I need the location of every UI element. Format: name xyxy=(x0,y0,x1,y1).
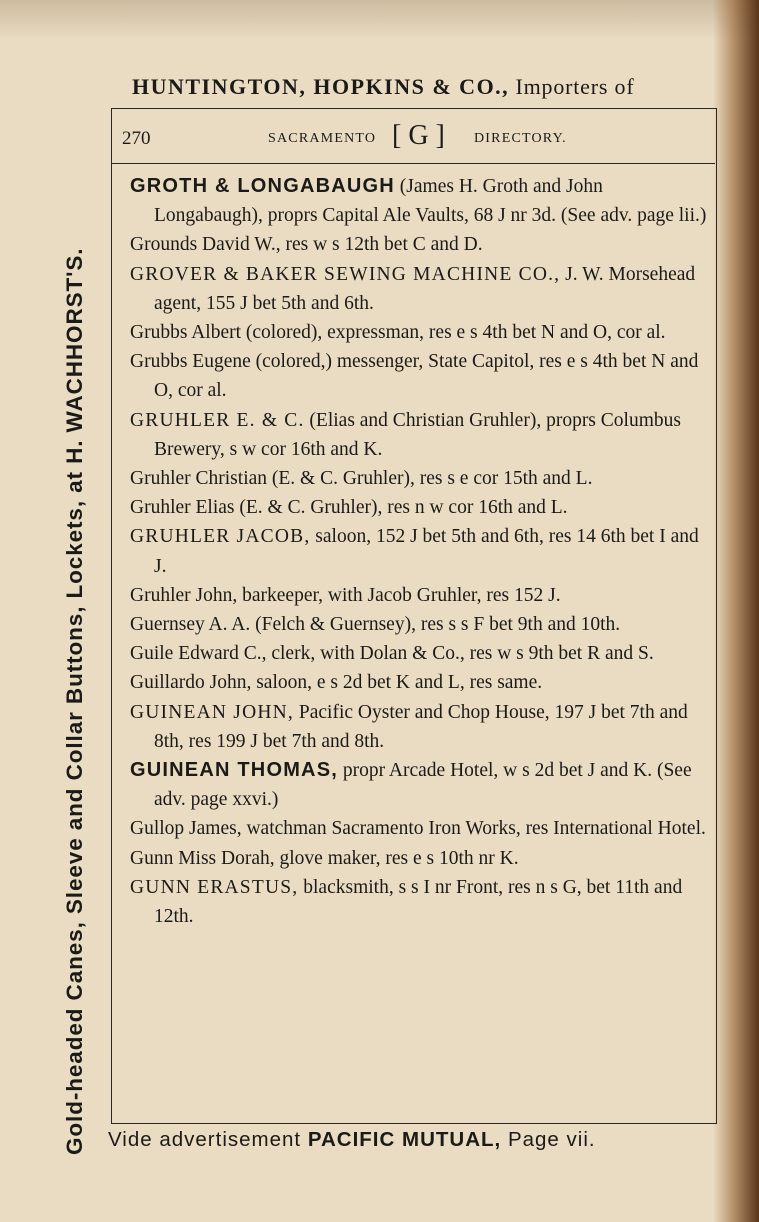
entry-name: Guillardo John, xyxy=(130,672,252,694)
entry-name: Grounds David W., xyxy=(130,234,281,256)
entry-name: Gunn Miss Dorah, xyxy=(130,847,275,869)
entry-details: watchman Sacramento Iron Works, res International Hotel. xyxy=(241,818,706,840)
entry-details: (Felch & Guernsey), res s s F bet 9th and 10th. xyxy=(250,614,621,636)
entry-name: Grubbs Eugene xyxy=(130,351,251,373)
directory-entry xyxy=(130,260,715,318)
page-top-shadow xyxy=(0,0,759,40)
directory-entry xyxy=(130,610,715,639)
side-advert: Gold-headed Canes, Sleeve and Collar Buttons, Lockets, at H. WACHHORST'S. xyxy=(62,247,87,1155)
entry-name: GUINEAN THOMAS, xyxy=(130,759,338,782)
directory-entry xyxy=(130,318,715,347)
entry-name: GRUHLER E. & C. xyxy=(130,409,305,431)
page-binding-edge xyxy=(713,0,759,1222)
entry-details: res w s 12th bet C and D. xyxy=(280,234,483,256)
entry-details: barkeeper, with Jacob Gruhler, res 152 J. xyxy=(237,584,561,606)
entry-name: Gruhler Christian xyxy=(130,468,268,490)
entry-details: (colored), expressman, res e s 4th bet N and O, cor al. xyxy=(241,322,666,344)
entry-name: GUINEAN JOHN, xyxy=(130,701,295,723)
entry-details: blacksmith, s s I nr Front, res n s G, bet 11th and 12th. xyxy=(154,876,683,928)
entry-name: Gullop James, xyxy=(130,818,242,840)
entry-details: Pacific Oyster and Chop House, 197 J bet 7th and 8th, res 199 J bet 7th and 8th. xyxy=(154,701,688,752)
entry-name: GRUHLER JACOB, xyxy=(130,526,311,548)
entry-name: Guile Edward C., xyxy=(130,643,267,665)
entry-name: Gruhler John, xyxy=(130,584,238,606)
directory-entry xyxy=(130,522,715,580)
footer-advert xyxy=(108,1128,708,1152)
entry-details: saloon, e s 2d bet K and L, res same. xyxy=(251,672,543,694)
entry-details: (colored,) messenger, State Capitol, res e s 4th bet N and O, cor al. xyxy=(154,351,699,402)
directory-entry xyxy=(130,347,715,405)
directory-entry xyxy=(130,698,715,756)
directory-entry xyxy=(130,464,715,493)
header-tail: Importers of xyxy=(515,74,635,99)
directory-entry xyxy=(130,639,715,668)
directory-entry xyxy=(130,493,715,522)
footer-prefix: Vide advertisement xyxy=(108,1128,302,1151)
entry-name: Grubbs Albert xyxy=(130,322,242,344)
directory-entries xyxy=(130,172,715,931)
footer-company: PACIFIC MUTUAL, xyxy=(307,1128,502,1151)
running-head xyxy=(122,118,702,158)
directory-entry xyxy=(130,873,715,931)
running-head-title: DIRECTORY. xyxy=(474,131,567,146)
directory-entry xyxy=(130,172,715,230)
entry-details: (Elias and Christian Gruhler), proprs Columbus Brewery, s w cor 16th and K. xyxy=(154,409,681,460)
head-rule xyxy=(111,163,715,164)
directory-entry xyxy=(130,756,715,814)
running-head-city: SACRAMENTO xyxy=(268,131,377,146)
entry-details: propr Arcade Hotel, w s 2d bet J and K. (See adv. page xxvi.) xyxy=(154,760,692,811)
entry-details: (James H. Groth and John Longabaugh), proprs Capital Ale Vaults, 68 J nr 3d. (See adv. page lii.) xyxy=(154,176,707,227)
entry-name: GROVER & BAKER SEWING MACHINE CO., xyxy=(130,263,561,285)
entry-details: saloon, 152 J bet 5th and 6th, res 14 6th bet I and J. xyxy=(154,526,699,577)
directory-entry xyxy=(130,230,715,259)
entry-name: Guernsey A. A. xyxy=(130,614,251,636)
entry-details: glove maker, res e s 10th nr K. xyxy=(274,847,519,869)
footer-suffix: Page vii. xyxy=(507,1128,596,1151)
directory-entry xyxy=(130,406,715,464)
entry-name: Gruhler Elias xyxy=(130,497,235,519)
entry-name: GUNN ERASTUS, xyxy=(130,876,299,898)
entry-details: (E. & C. Gruhler), res s e cor 15th and L. xyxy=(267,468,593,490)
entry-details: J. W. Morsehead agent, 155 J bet 5th and 6th. xyxy=(154,263,696,314)
page-header-advert xyxy=(132,74,722,100)
entry-details: clerk, with Dolan & Co., res w s 9th bet R and S. xyxy=(266,643,654,665)
directory-entry xyxy=(130,814,715,843)
running-head-letter: [ G ] xyxy=(392,120,445,151)
entry-name: GROTH & LONGABAUGH xyxy=(130,175,395,197)
entry-details: (E. & C. Gruhler), res n w cor 16th and L. xyxy=(234,497,568,519)
directory-entry xyxy=(130,844,715,873)
directory-entry xyxy=(130,581,715,610)
directory-entry xyxy=(130,668,715,697)
page-number: 270 xyxy=(122,128,151,149)
header-firm-name: HUNTINGTON, HOPKINS & CO., xyxy=(132,74,510,99)
